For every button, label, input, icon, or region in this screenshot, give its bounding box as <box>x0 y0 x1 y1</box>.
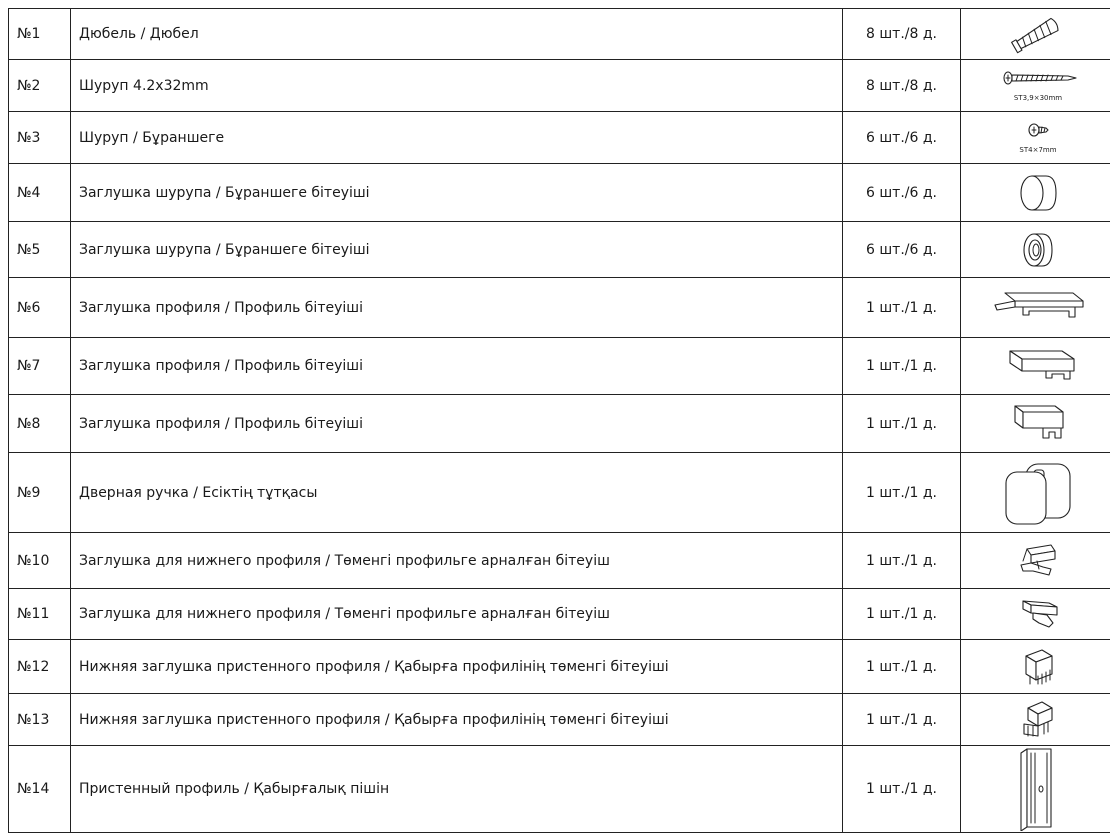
part-name: Заглушка шурупа / Бұраншеге бітеуіші <box>71 222 843 278</box>
part-image-cell <box>961 338 1110 395</box>
table-row <box>9 694 1110 746</box>
part-quantity: 8 шт./8 д. <box>843 9 961 60</box>
table-row <box>9 60 1110 112</box>
part-image-cell <box>961 60 1110 112</box>
short-screw-icon <box>998 116 1078 160</box>
part-quantity: 6 шт./6 д. <box>843 164 961 222</box>
part-image-cell <box>961 533 1110 589</box>
profile-cap-icon <box>988 341 1088 391</box>
part-quantity: 1 шт./1 д. <box>843 395 961 453</box>
table-row <box>9 395 1110 453</box>
table-row <box>9 589 1110 640</box>
profile-cap-flat-icon <box>983 283 1093 333</box>
screw-size-caption: ST4×7mm <box>1019 145 1057 154</box>
part-name: Заглушка профиля / Профиль бітеуіші <box>71 395 843 453</box>
table-row <box>9 112 1110 164</box>
dowel-icon <box>1003 13 1073 55</box>
bottom-profile-cap-alt-icon <box>1003 593 1073 635</box>
part-image-cell <box>961 112 1110 164</box>
profile-cap-box-icon <box>993 398 1083 450</box>
part-number: №1 <box>9 9 71 60</box>
part-name: Нижняя заглушка пристенного профиля / Қабырға профилінің төменгі бітеуіші <box>71 694 843 746</box>
part-image-cell <box>961 9 1110 60</box>
part-name: Дверная ручка / Есіктің тұтқасы <box>71 453 843 533</box>
part-number: №5 <box>9 222 71 278</box>
part-image-cell <box>961 164 1110 222</box>
table-row <box>9 164 1110 222</box>
part-number: №2 <box>9 60 71 112</box>
part-name: Заглушка профиля / Профиль бітеуіші <box>71 338 843 395</box>
part-image-cell <box>961 222 1110 278</box>
part-quantity: 6 шт./6 д. <box>843 112 961 164</box>
table-row <box>9 533 1110 589</box>
part-number: №6 <box>9 278 71 338</box>
part-quantity: 1 шт./1 д. <box>843 640 961 694</box>
part-image-cell <box>961 589 1110 640</box>
part-quantity: 1 шт./1 д. <box>843 533 961 589</box>
part-image-cell <box>961 453 1110 533</box>
part-quantity: 8 шт./8 д. <box>843 60 961 112</box>
part-name: Пристенный профиль / Қабырғалық пішін <box>71 746 843 833</box>
part-number: №13 <box>9 694 71 746</box>
table-row <box>9 222 1110 278</box>
part-quantity: 1 шт./1 д. <box>843 338 961 395</box>
part-number: №8 <box>9 395 71 453</box>
parts-table <box>8 8 1110 833</box>
part-name: Заглушка профиля / Профиль бітеуіші <box>71 278 843 338</box>
part-quantity: 6 шт./6 д. <box>843 222 961 278</box>
part-number: №7 <box>9 338 71 395</box>
part-number: №9 <box>9 453 71 533</box>
part-image-cell <box>961 746 1110 833</box>
screw-size-caption: ST3,9×30mm <box>1013 93 1063 102</box>
part-number: №12 <box>9 640 71 694</box>
part-image-cell <box>961 278 1110 338</box>
part-number: №10 <box>9 533 71 589</box>
part-name: Заглушка для нижнего профиля / Төменгі профильге арналған бітеуіш <box>71 533 843 589</box>
door-handle-icon <box>988 456 1088 530</box>
part-image-cell <box>961 694 1110 746</box>
part-name: Заглушка для нижнего профиля / Төменгі профильге арналған бітеуіш <box>71 589 843 640</box>
long-screw-icon <box>988 64 1088 108</box>
table-row <box>9 278 1110 338</box>
part-name: Заглушка шурупа / Бұраншеге бітеуіші <box>71 164 843 222</box>
part-quantity: 1 шт./1 д. <box>843 453 961 533</box>
part-image-cell <box>961 395 1110 453</box>
part-name: Шуруп 4.2х32mm <box>71 60 843 112</box>
wall-profile-cap-icon <box>1008 642 1068 692</box>
part-quantity: 1 шт./1 д. <box>843 746 961 833</box>
table-row <box>9 746 1110 833</box>
table-row <box>9 640 1110 694</box>
bottom-profile-cap-icon <box>1003 539 1073 583</box>
part-number: №3 <box>9 112 71 164</box>
screw-cap-icon <box>1008 168 1068 218</box>
screw-cap-ring-icon <box>1008 228 1068 272</box>
part-number: №4 <box>9 164 71 222</box>
part-quantity: 1 шт./1 д. <box>843 589 961 640</box>
part-number: №14 <box>9 746 71 833</box>
part-image-cell <box>961 640 1110 694</box>
part-name: Шуруп / Бұраншеге <box>71 112 843 164</box>
wall-profile-cap-alt-icon <box>1008 696 1068 744</box>
part-number: №11 <box>9 589 71 640</box>
table-row <box>9 9 1110 60</box>
table-row <box>9 453 1110 533</box>
part-quantity: 1 шт./1 д. <box>843 278 961 338</box>
part-quantity: 1 шт./1 д. <box>843 694 961 746</box>
wall-profile-icon <box>1003 747 1073 831</box>
part-name: Нижняя заглушка пристенного профиля / Қабырға профилінің төменгі бітеуіші <box>71 640 843 694</box>
part-name: Дюбель / Дюбел <box>71 9 843 60</box>
table-row <box>9 338 1110 395</box>
